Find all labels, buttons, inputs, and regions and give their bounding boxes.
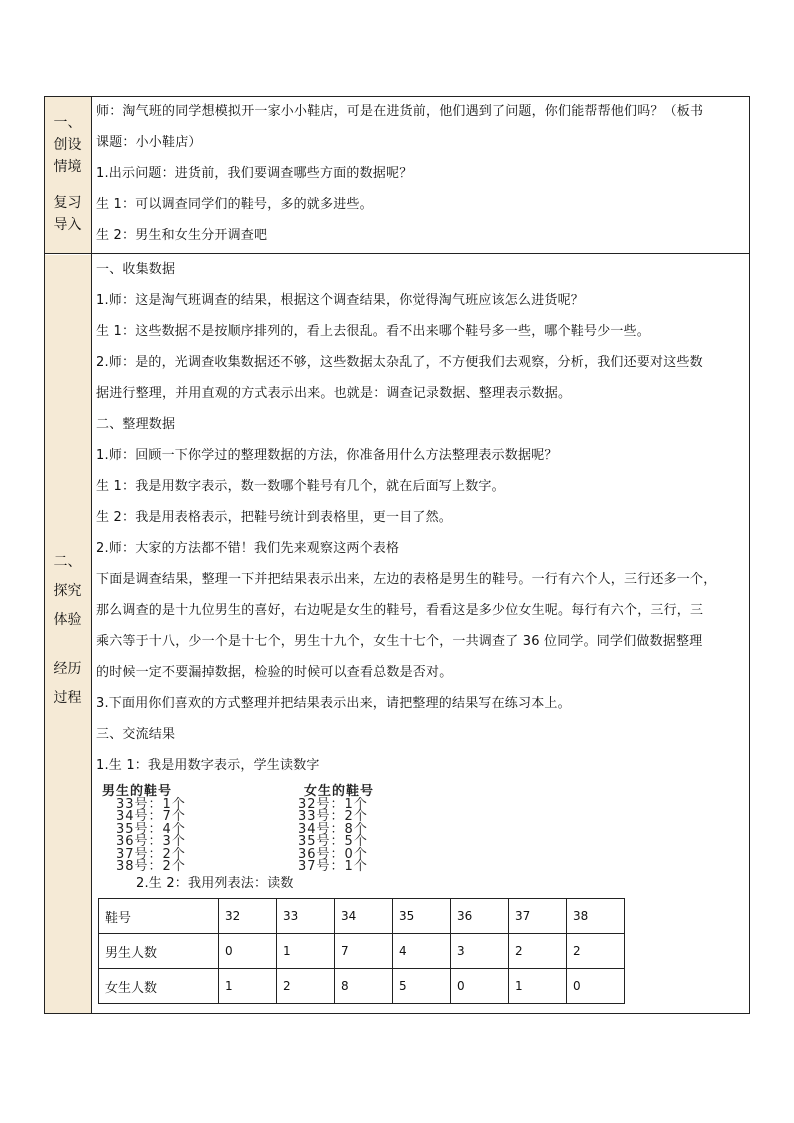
text-line: 生 2：男生和女生分开调查吧 [96,228,268,243]
boys-list-row: 38号：2个 [116,859,186,874]
boys-list-title: 男生的鞋号 [102,784,173,799]
text-line: 那么调查的是十九位男生的喜好，右边呢是女生的鞋号，看看这是多少位女生呢。每行有六个，三行，三 [96,603,704,618]
section1-label-line: 创设 [53,137,82,153]
text-line: 的时候一定不要漏掉数据，检验的时候可以查看总数是否对。 [96,665,453,680]
text-line: 据进行整理，并用直观的方式表示出来。也就是：调查记录数据、整理表示数据。 [96,386,572,401]
table-cell: 34 [335,899,393,934]
table-cell: 0 [451,969,509,1004]
section1-label-spacer [44,178,91,192]
text-line: 1.师：回顾一下你学过的整理数据的方法，你准备用什么方法整理表示数据呢？ [96,448,558,463]
table-cell: 5 [393,969,451,1004]
text-line: 1.生 1：我是用数字表示，学生读数字 [96,758,320,773]
heading: 一、收集数据 [96,262,176,277]
table-cell: 8 [335,969,393,1004]
table-cell: 3 [451,934,509,969]
girls-list-row: 37号：1个 [298,859,368,874]
boys-list-row: 37号：2个 [116,846,186,862]
text-line: 下面是调查结果，整理一下并把结果表示出来，左边的表格是男生的鞋号。一行有六个人，三行还多一个， [96,572,717,587]
girls-list-row: 32号：1个 [298,796,368,812]
text-line: 生 1：可以调查同学们的鞋号，多的就多进些。 [96,197,373,212]
table-cell: 鞋号 [99,899,219,934]
shoe-size-table [98,898,625,1004]
girls-list-title: 女生的鞋号 [304,784,375,799]
table-cell: 7 [335,934,393,969]
text-line: 1.师：这是淘气班调查的结果，根据这个调查结果，你觉得淘气班应该怎么进货呢？ [96,293,585,308]
border-bottom [44,1013,750,1014]
table-row [99,969,625,1004]
text-line: 生 1：我是用数字表示，数一数哪个鞋号有几个，就在后面写上数字。 [96,479,505,494]
table-row [99,934,625,969]
heading: 二、整理数据 [96,417,176,432]
section2-content [96,254,742,781]
girls-shoe-list [298,786,374,874]
table-cell: 0 [567,969,625,1004]
lesson-plan-table [44,96,750,1014]
text-line: 2.师：大家的方法都不错！我们先来观察这两个表格 [96,541,400,556]
text-line: 2.生 2：我用列表法：读数 [136,876,294,891]
section2-label-spacer [44,635,91,655]
section2-label-line: 探究 [53,583,82,599]
text-line: 课题：小小鞋店） [96,135,202,150]
table-cell: 33 [277,899,335,934]
table-cell: 1 [509,969,567,1004]
girls-list-row: 33号：2个 [298,809,368,824]
table-cell: 4 [393,934,451,969]
table-cell: 2 [509,934,567,969]
section2-label [44,548,91,713]
table-cell: 2 [277,969,335,1004]
table-cell: 0 [219,934,277,969]
table-cell: 2 [567,934,625,969]
table-intro [136,868,742,899]
heading: 三、交流结果 [96,727,176,742]
text-line: 生 2：我是用表格表示，把鞋号统计到表格里，更一目了然。 [96,510,453,525]
section2-label-line: 经历 [53,661,82,677]
section1-label-line: 导入 [53,217,82,233]
boys-list-row: 36号：3个 [116,834,186,849]
section2-label-line: 过程 [53,690,82,706]
table-cell: 38 [567,899,625,934]
girls-list-row: 35号：5个 [298,834,368,849]
table-cell: 男生人数 [99,934,219,969]
section1-label [44,112,91,236]
text-line: 3.下面用你们喜欢的方式整理并把结果表示出来，请把整理的结果写在练习本上。 [96,696,571,711]
section1-label-line: 复习 [53,195,82,211]
table-cell: 1 [277,934,335,969]
boys-list-row: 34号：7个 [116,809,186,824]
girls-list-row: 34号：8个 [298,821,368,837]
text-line: 师：淘气班的同学想模拟开一家小小鞋店，可是在进货前，他们遇到了问题，你们能帮帮他们吗？（板书 [96,104,704,119]
table-cell: 36 [451,899,509,934]
section1-label-line: 情境 [53,159,82,175]
girls-list-row: 36号：0个 [298,846,368,862]
text-line: 2.师：是的，光调查收集数据还不够，这些数据太杂乱了，不方便我们去观察，分析，我们还要对这些数 [96,355,703,370]
boys-list-row: 33号：1个 [116,796,186,812]
table-cell: 32 [219,899,277,934]
boys-shoe-list [102,786,186,874]
text-line: 1.出示问题：进货前，我们要调查哪些方面的数据呢？ [96,166,413,181]
section1-label-line: 一、 [53,115,82,131]
table-cell: 37 [509,899,567,934]
border-right [749,96,750,1014]
section1-content [96,96,742,251]
table-cell: 35 [393,899,451,934]
shoe-size-lists [102,784,422,874]
section2-label-line: 二、 [53,554,82,570]
section2-label-line: 体验 [53,612,82,628]
boys-list-row: 35号：4个 [116,821,186,837]
border-label-right [91,96,92,1014]
text-line: 生 1：这些数据不是按顺序排列的，看上去很乱。看不出来哪个鞋号多一些，哪个鞋号少一些。 [96,324,651,339]
table-cell: 女生人数 [99,969,219,1004]
table-cell: 1 [219,969,277,1004]
table-row [99,899,625,934]
text-line: 乘六等于十八，少一个是十七个，男生十九个，女生十七个，一共调查了 36 位同学。同学们做数据整理 [96,634,703,649]
